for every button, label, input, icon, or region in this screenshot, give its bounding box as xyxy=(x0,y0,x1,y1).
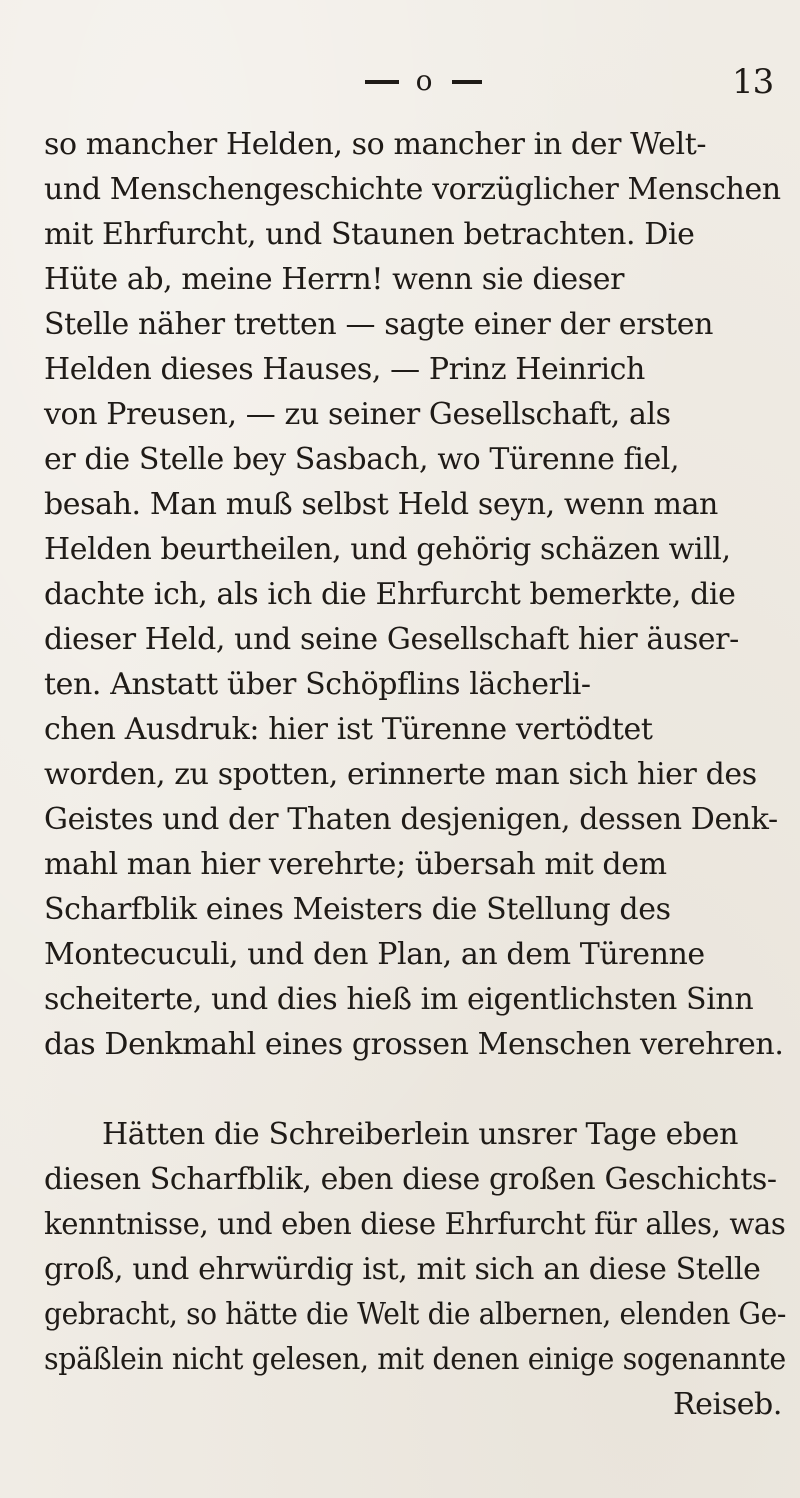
text-line: so mancher Helden, so mancher in der Welt- xyxy=(44,127,707,162)
catchword: Reiseb. xyxy=(672,1387,782,1422)
text-line: Stelle näher tretten — sagte einer der ersten xyxy=(44,307,713,342)
text-line: ten. Anstatt über Schöpflins lächerli- xyxy=(44,667,591,702)
text-line: und Menschengeschichte vorzüglicher Menschen xyxy=(44,172,781,207)
text-line: besah. Man muß selbst Held seyn, wenn man xyxy=(44,487,718,522)
text-line: dachte ich, als ich die Ehrfurcht bemerkte, die xyxy=(44,577,736,612)
page-number: 13 xyxy=(732,62,774,102)
text-line: Montecuculi, und den Plan, an dem Türenne xyxy=(44,937,705,972)
text-line: dieser Held, und seine Gesellschaft hier äuser- xyxy=(44,622,739,657)
text-line: späßlein nicht gelesen, mit denen einige sogenannte xyxy=(44,1342,786,1377)
text-line: Helden dieses Hauses, — Prinz Heinrich xyxy=(44,352,645,387)
text-line: kenntnisse, und eben diese Ehrfurcht für alles, was xyxy=(44,1207,786,1242)
text-line: chen Ausdruk: hier ist Türenne vertödtet xyxy=(44,712,653,747)
text-line: mahl man hier verehrte; übersah mit dem xyxy=(44,847,667,882)
header-rule-left xyxy=(365,80,399,84)
text-line: von Preusen, — zu seiner Gesellschaft, als xyxy=(44,397,671,432)
paragraph-2 xyxy=(44,1112,796,1427)
text-line: er die Stelle bey Sasbach, wo Türenne fiel, xyxy=(44,442,680,477)
text-line: Scharfblik eines Meisters die Stellung des xyxy=(44,892,671,927)
text-line: mit Ehrfurcht, und Staunen betrachten. Die xyxy=(44,217,695,252)
text-body xyxy=(44,122,796,1427)
header-ornament: o xyxy=(415,64,433,97)
text-line: scheiterte, und dies hieß im eigentlichsten Sinn xyxy=(44,982,754,1017)
text-line: Hätten die Schreiberlein unsrer Tage eben xyxy=(102,1117,739,1152)
text-line: Geistes und der Thaten desjenigen, dessen Denk- xyxy=(44,802,778,837)
text-line: worden, zu spotten, erinnerte man sich hier des xyxy=(44,757,757,792)
text-line: groß, und ehrwürdig ist, mit sich an diese Stelle xyxy=(44,1252,761,1287)
text-line: das Denkmahl eines grossen Menschen verehren. xyxy=(44,1027,784,1062)
text-line: Hüte ab, meine Herrn! wenn sie dieser xyxy=(44,262,625,297)
text-line: diesen Scharfblik, eben diese großen Geschichts- xyxy=(44,1162,777,1197)
paragraph-1 xyxy=(44,122,796,1067)
text-line: Helden beurtheilen, und gehörig schäzen will, xyxy=(44,532,731,567)
header-rule-right xyxy=(452,80,482,84)
text-line: gebracht, so hätte die Welt die albernen, elenden Ge- xyxy=(44,1297,787,1332)
page-header xyxy=(0,58,800,108)
